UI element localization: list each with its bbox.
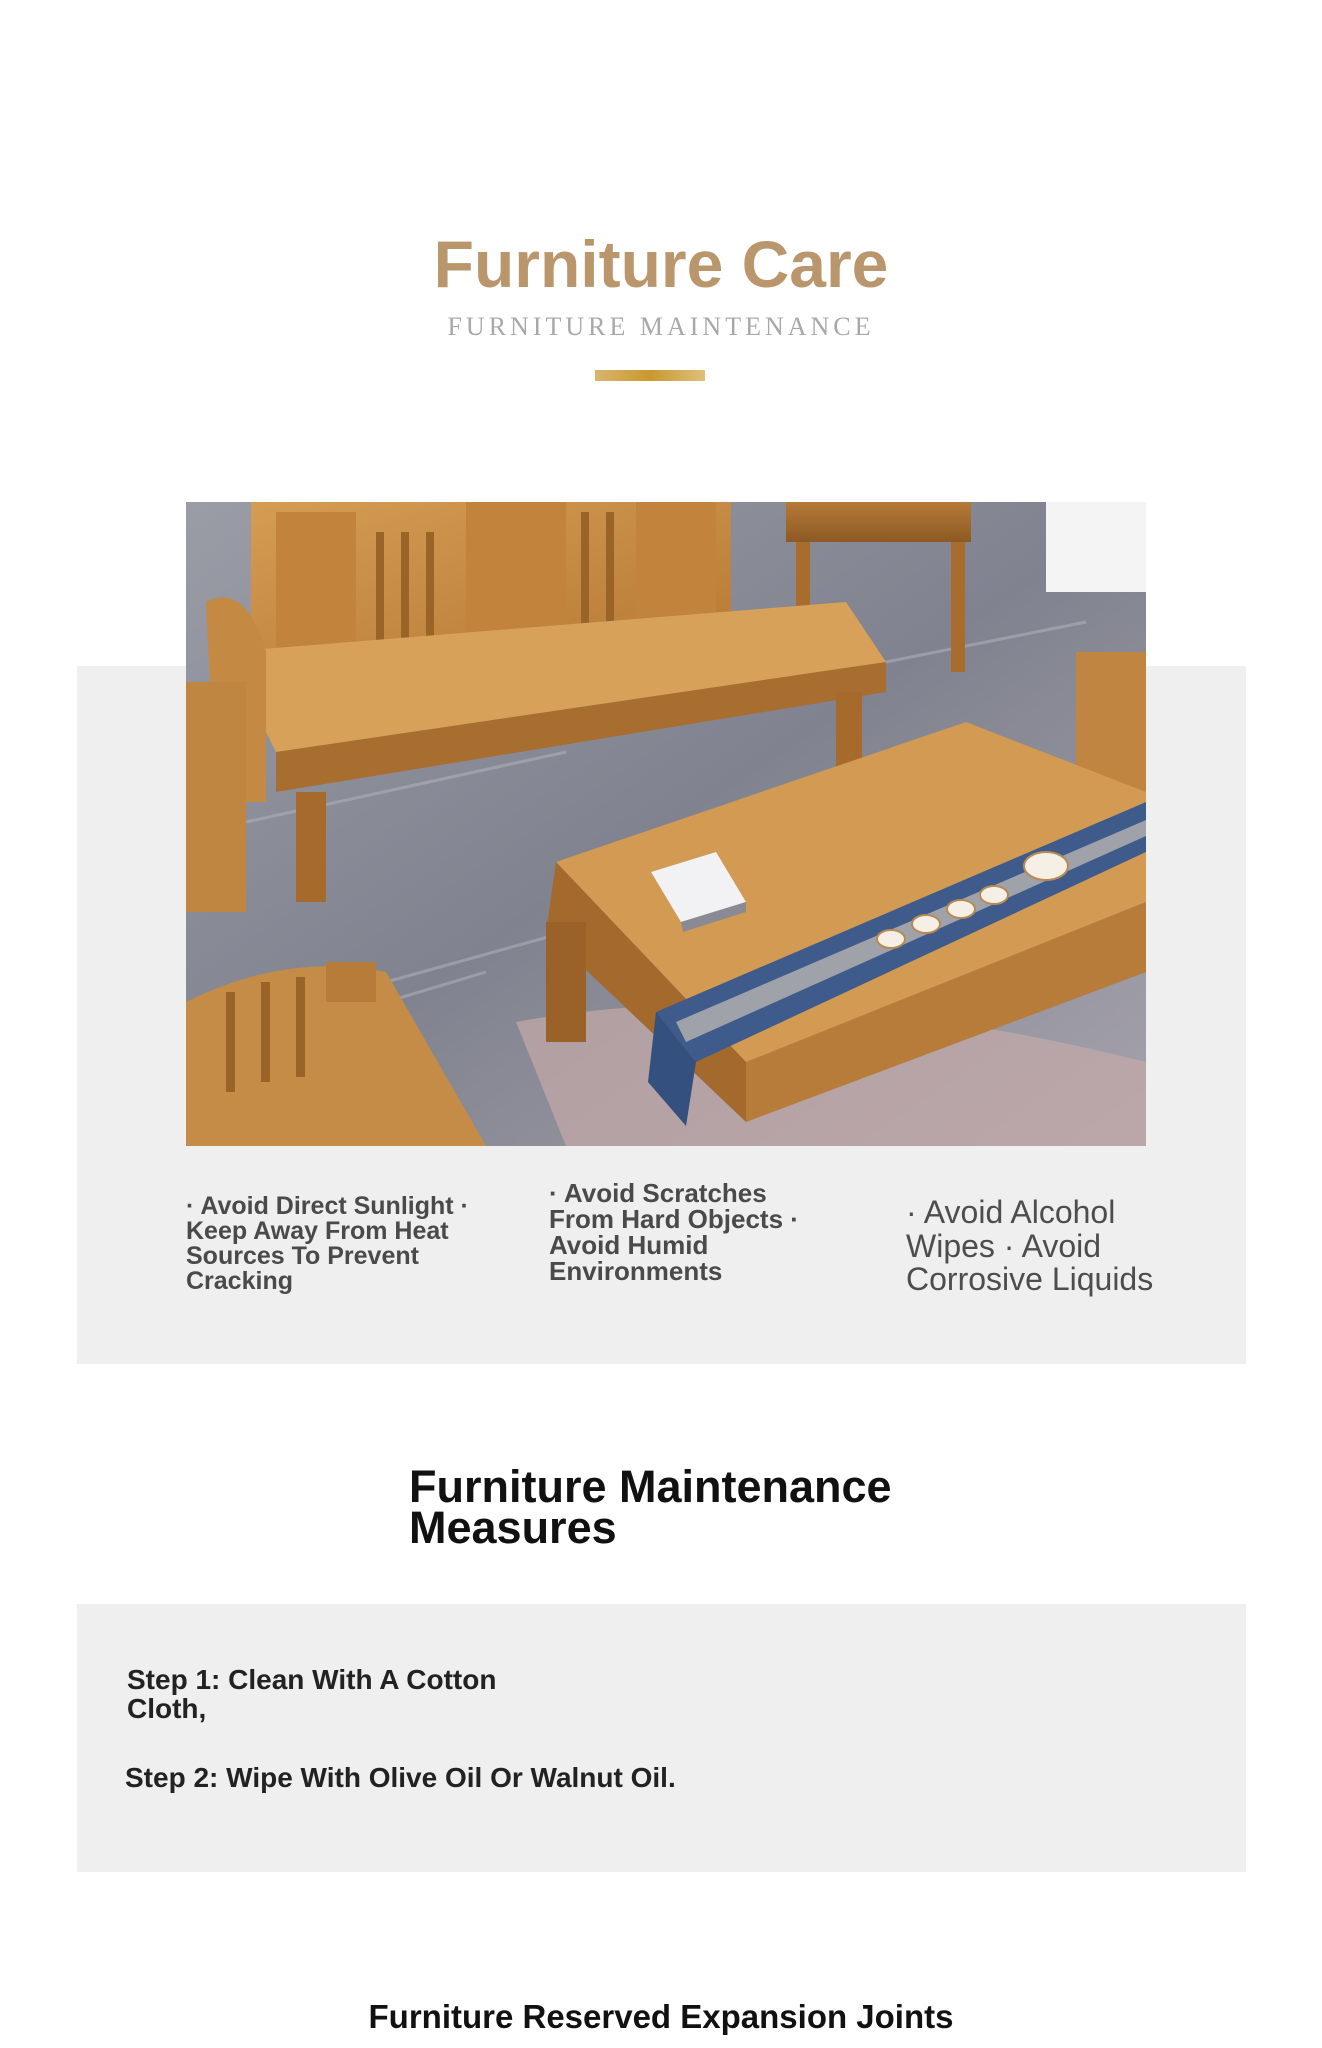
tip-scratches: · Avoid Scratches From Hard Objects · Avoid Humid Environments bbox=[549, 1178, 799, 1286]
step-2: Step 2: Wipe With Olive Oil Or Walnut Oil. bbox=[125, 1762, 676, 1793]
section-heading-expansion-joints: Furniture Reserved Expansion Joints bbox=[368, 1998, 954, 2035]
page-subtitle: FURNITURE MAINTENANCE bbox=[447, 312, 875, 341]
gold-divider bbox=[595, 370, 705, 381]
tip-alcohol: · Avoid Alcohol Wipes · Avoid Corrosive Liquids bbox=[906, 1194, 1154, 1298]
furniture-photo bbox=[186, 502, 1146, 1146]
steps-panel bbox=[77, 1604, 1246, 1872]
tip-sunlight: · Avoid Direct Sunlight · Keep Away From Heat Sources To Prevent Cracking bbox=[186, 1192, 469, 1295]
section-heading-measures: Furniture Maintenance Measures bbox=[409, 1461, 892, 1554]
step-1: Step 1: Clean With A Cotton Cloth, bbox=[127, 1664, 497, 1725]
page-title: Furniture Care bbox=[433, 227, 889, 301]
